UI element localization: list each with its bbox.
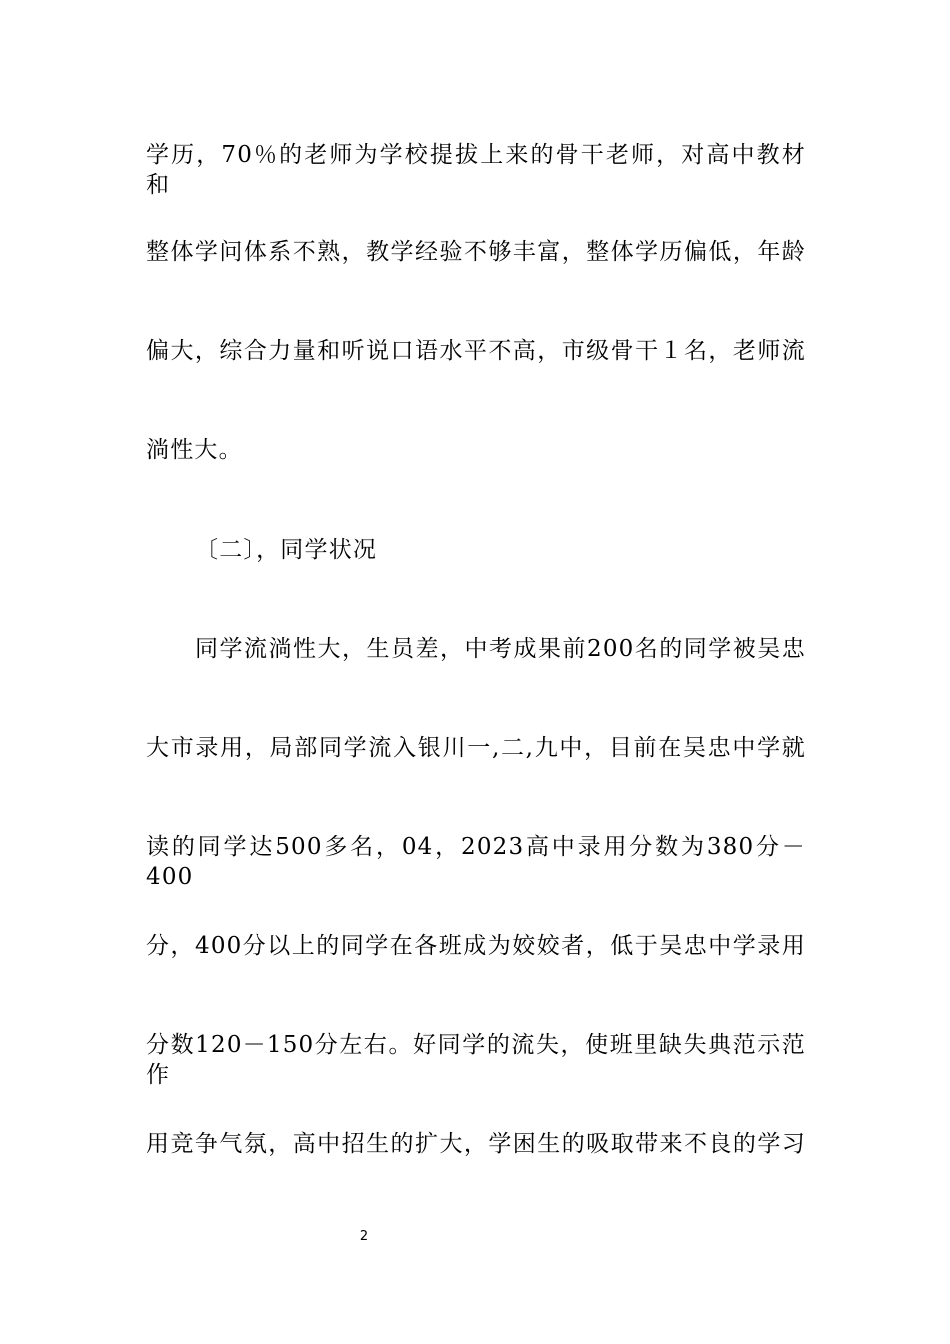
text-line-2: 整体学问体系不熟，教学经验不够丰富，整体学历偏低，年龄 (146, 239, 806, 265)
text-line-1: 学历，70％的老师为学校提拔上来的骨干老师，对高中教材和 (146, 142, 806, 198)
text-line-9: 分，400分以上的同学在各班成为姣姣者，低于吴忠中学录用 (146, 933, 806, 959)
text-line-8: 读的同学达500多名，04，2023高中录用分数为380分－400 (146, 834, 806, 890)
page-number: 2 (359, 1229, 369, 1244)
text-line-4: 淌性大。 (146, 437, 243, 463)
text-line-3: 偏大，综合力量和听说口语水平不高，市级骨干１名，老师流 (146, 338, 806, 364)
text-line-7: 大市录用，局部同学流入银川一,二,九中，目前在吴忠中学就 (146, 735, 806, 761)
text-line-11: 用竞争气氛，高中招生的扩大，学困生的吸取带来不良的学习 (146, 1131, 806, 1157)
text-line-10: 分数120－150分左右。好同学的流失，使班里缺失典范示范作 (146, 1032, 806, 1088)
section-heading: 〔二〕，同学状况 (195, 537, 378, 563)
text-line-6: 同学流淌性大，生员差，中考成果前200名的同学被吴忠 (195, 636, 806, 662)
